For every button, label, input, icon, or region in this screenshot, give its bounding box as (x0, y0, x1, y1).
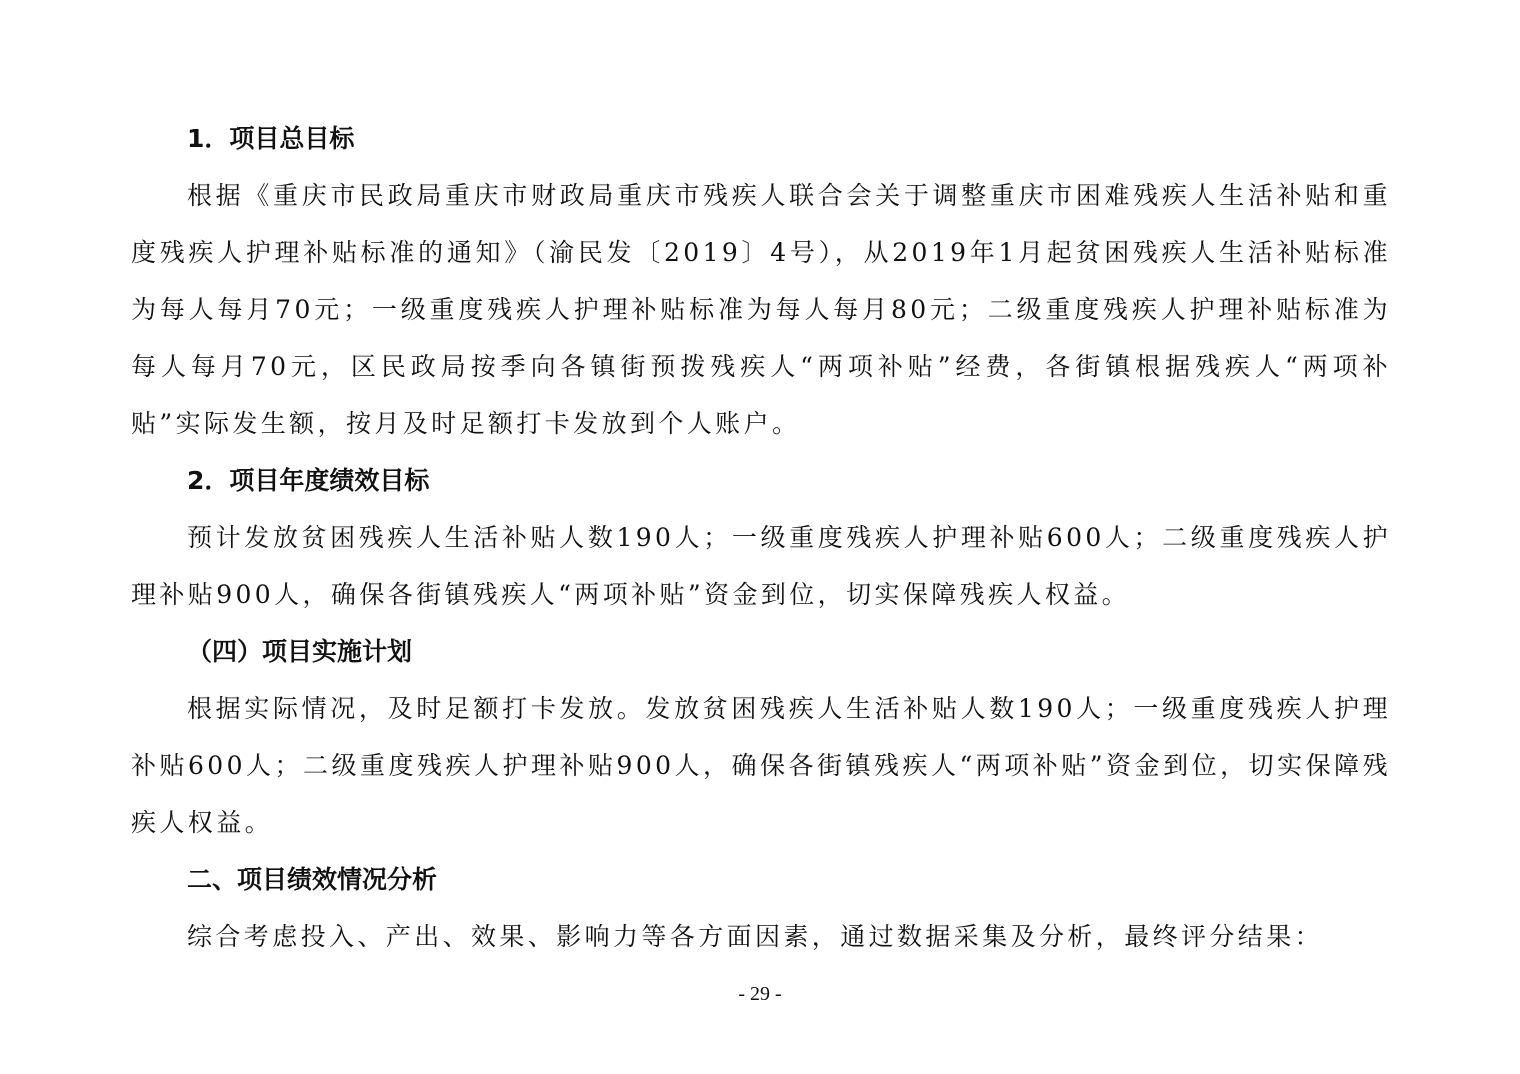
section-heading-implementation-plan: （四）项目实施计划 (187, 637, 413, 666)
paragraph-performance-analysis: 综合考虑投入、产出、效果、影响力等各方面因素，通过数据采集及分析，最终评分结果： (187, 922, 1324, 951)
section-heading-performance-analysis: 二、项目绩效情况分析 (187, 865, 438, 894)
section-heading-annual-performance-goal: 2．项目年度绩效目标 (187, 466, 430, 495)
paragraph-implementation-plan: 根据实际情况，及时足额打卡发放。发放贫困残疾人生活补贴人数190人；一级重度残疾人护理补贴600人；二级重度残疾人护理补贴900人，确保各街镇残疾人“两项补贴”资金到位，切实保障残疾人权益。 (131, 694, 1391, 837)
paragraph-annual-performance-goal: 预计发放贫困残疾人生活补贴人数190人；一级重度残疾人护理补贴600人；二级重度残疾人护理补贴900人，确保各街镇残疾人“两项补贴”资金到位，切实保障残疾人权益。 (131, 523, 1391, 609)
page-number: - 29 - (738, 983, 782, 1005)
document-body (131, 110, 1391, 965)
section-heading-project-overall-goal: 1．项目总目标 (187, 124, 355, 153)
paragraph-project-overall-goal: 根据《重庆市民政局重庆市财政局重庆市残疾人联合会关于调整重庆市困难残疾人生活补贴和重度残疾人护理补贴标准的通知》（渝民发〔2019〕4号），从2019年1月起贫困残疾人生活补贴标准为每人每月70元；一级重度残疾人护理补贴标准为每人每月80元；二级重度残疾人护理补贴标准为每人每月70元，区民政局按季向各镇街预拨残疾人“两项补贴”经费，各街镇根据残疾人“两项补贴”实际发生额，按月及时足额打卡发放到个人账户。 (131, 181, 1391, 438)
